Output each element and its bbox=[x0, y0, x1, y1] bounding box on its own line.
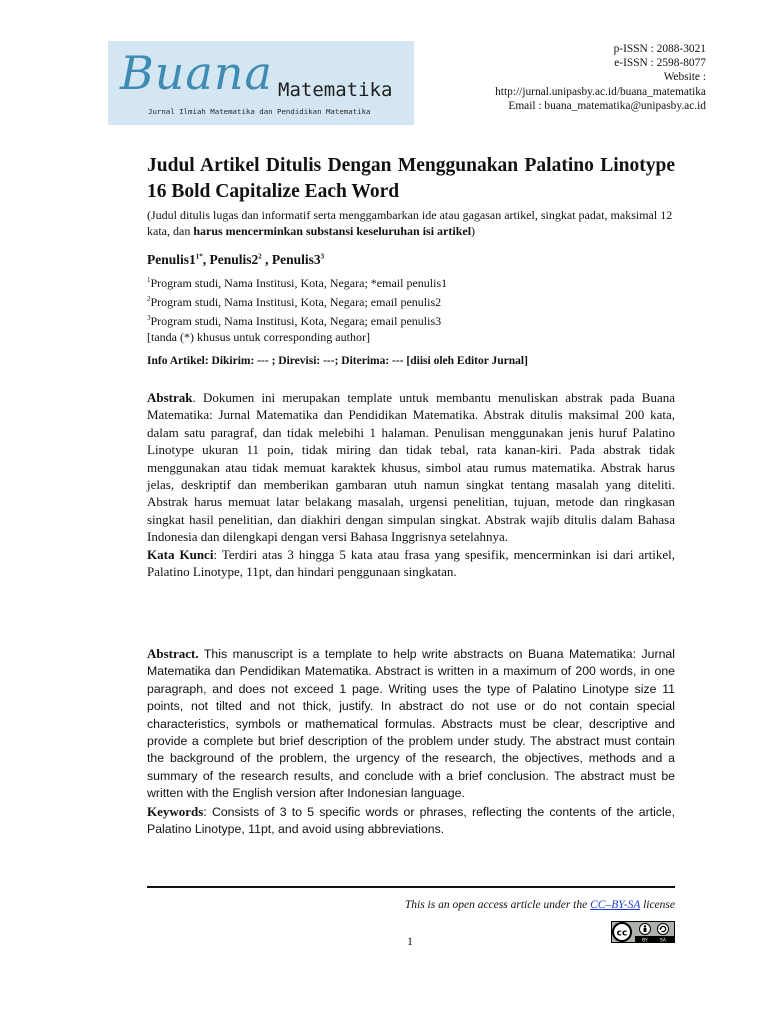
keywords-paragraph bbox=[147, 803, 675, 839]
e-issn: e-ISSN : 2598-8077 bbox=[614, 57, 706, 70]
badge-sa-label: SA bbox=[659, 938, 667, 943]
affiliation-item bbox=[147, 310, 675, 329]
title-note-part2: ) bbox=[471, 224, 476, 238]
logo-script-name: Buana bbox=[120, 46, 273, 100]
logo-word-name: Matematika bbox=[278, 79, 393, 101]
badge-by-label: BY bbox=[642, 938, 648, 943]
logo-subtitle: Jurnal Ilmiah Matematika dan Pendidikan Matematika bbox=[148, 107, 371, 116]
abstract-en-label: Abstract. bbox=[147, 646, 199, 661]
footer-divider bbox=[147, 886, 675, 888]
affiliation-text: Program studi, Nama Institusi, Kota, Negara; *email penulis1 bbox=[150, 276, 448, 290]
email[interactable]: Email : buana_matematika@unipasby.ac.id bbox=[508, 99, 706, 112]
license-line bbox=[147, 899, 675, 911]
affiliation-text: Program studi, Nama Institusi, Kota, Negara; email penulis2 bbox=[150, 295, 442, 309]
affiliation-sup: 3 bbox=[147, 314, 151, 322]
license-link[interactable]: CC–BY-SA bbox=[590, 899, 641, 911]
abstrak-paragraph bbox=[147, 389, 675, 546]
journal-logo bbox=[108, 41, 414, 125]
license-suffix: license bbox=[640, 899, 675, 911]
affiliations bbox=[147, 272, 675, 345]
journal-meta bbox=[386, 42, 706, 113]
abstrak-label: Abstrak bbox=[147, 390, 193, 405]
abstrak-text: . Dokumen ini merupakan template untuk membantu menuliskan abstrak pada Buana Matematika: Jurnal Matematika dan Pendidikan Matematika. Abstrak ditulis maksimal 200 kata, dalam satu paragraf, dan tidak melebihi 1 halaman. Penulisan menggunakan jenis huruf Palatino Linotype ukuran 11 poin, tidak miring dan tidak tebal, rata kanan-kiri. Pada abstrak tidak menggunakan atau tidak memuat karaktek khusus, simbol atau rumus matematika. Abstrak harus jelas, deskriptif dan memberikan gambaran utuh namun singkat tentang masalah yang diteliti. Abstrak harus memuat latar belakang masalah, urgensi penelitian, tujuan, metode dan ringkasan singkat hasil penelitian, dan diakhiri dengan simpulan singkat. Abstrak wajib ditulis dalam Bahasa Indonesia dan dilengkapi dengan versi Bahasa Inggrisnya setelahnya. bbox=[147, 390, 675, 545]
title-note bbox=[147, 207, 675, 239]
corresponding-note: [tanda (*) khusus untuk corresponding author] bbox=[147, 330, 370, 344]
author-sup: 1* bbox=[195, 252, 203, 261]
kata-kunci-paragraph bbox=[147, 546, 675, 581]
kata-kunci-label: Kata Kunci bbox=[147, 546, 214, 562]
author-name: Penulis2 bbox=[209, 252, 259, 267]
abstract-en-text: This manuscript is a template to help write abstracts on Buana Matematika: Jurnal Matematika dan Pendidikan Matematika. Abstract is written in a maximum of 200 words, in one paragraph, and does not exceed 1 page. Writing uses the type of Palatino Linotype size 11 points, not tilted and not thick, justify. In abstract do not use or do not contain special characteristics, symbols or mathematical formulas. Abstracts must be clear, descriptive and provide a complete but brief description of the problem under study. The abstract must contain the background of the problem, the urgency of the research, the objectives, methods and a summary of the research results, and conclude with a brief conclusion. The abstract must be written with the English version after Indonesian language. bbox=[147, 647, 675, 801]
affiliation-item bbox=[147, 291, 675, 310]
title-note-part1: (Judul ditulis lugas dan informatif serta menggambarkan ide atau gagasan artikel, singkat padat, maksimal 12 kata, dan bbox=[147, 208, 673, 238]
author-sup: 2 bbox=[258, 252, 262, 261]
affiliation-sup: 1 bbox=[147, 276, 151, 284]
author-name: Penulis3 bbox=[271, 252, 321, 267]
cc-by-sa-badge[interactable] bbox=[611, 921, 675, 943]
license-text: This is an open access article under the bbox=[404, 899, 591, 911]
abstract-en-section bbox=[147, 645, 675, 838]
article-info: Info Artikel: Dikirim: --- ; Direvisi: ---; Diterima: --- [diisi oleh Editor Jurnal] bbox=[147, 355, 528, 367]
keywords-text: : Consists of 3 to 5 specific words or phrases, reflecting the contents of the article, Palatino Linotype, 11pt, and avoid using abbreviations. bbox=[147, 804, 675, 837]
p-issn: p-ISSN : 2088-3021 bbox=[613, 43, 706, 55]
svg-text:cc: cc bbox=[616, 928, 628, 939]
website-url[interactable]: http://jurnal.unipasby.ac.id/buana_matematika bbox=[495, 85, 706, 98]
abstract-en-paragraph bbox=[147, 645, 675, 803]
affiliation-sup: 2 bbox=[147, 295, 151, 303]
author-sup: 3 bbox=[320, 252, 325, 261]
affiliation-item bbox=[147, 272, 675, 291]
cc-icon bbox=[613, 923, 631, 941]
keywords-label: Keywords bbox=[147, 803, 204, 819]
title-note-bold: harus mencerminkan substansi keseluruhan isi artikel bbox=[193, 224, 472, 238]
sa-icon bbox=[658, 924, 669, 935]
by-icon bbox=[640, 924, 651, 935]
abstrak-section bbox=[147, 389, 675, 580]
page-number: 1 bbox=[407, 934, 413, 948]
kata-kunci-text: : Terdiri atas 3 hingga 5 kata atau frasa yang spesifik, mencerminkan isi dari artikel, Palatino Linotype, 11pt, dan hindari penggunaan singkatan. bbox=[147, 546, 675, 580]
article-title: Judul Artikel Ditulis Dengan Menggunakan Palatino Linotype 16 Bold Capitalize Each Word bbox=[147, 155, 675, 202]
website-label: Website : bbox=[663, 71, 706, 84]
affiliation-text: Program studi, Nama Institusi, Kota, Negara; email penulis3 bbox=[150, 314, 442, 328]
authors: $Penulis1^{1*}$, $Penulis2^2$ , $Penulis3^3$ bbox=[147, 252, 325, 267]
author-name: Penulis1 bbox=[147, 252, 196, 267]
